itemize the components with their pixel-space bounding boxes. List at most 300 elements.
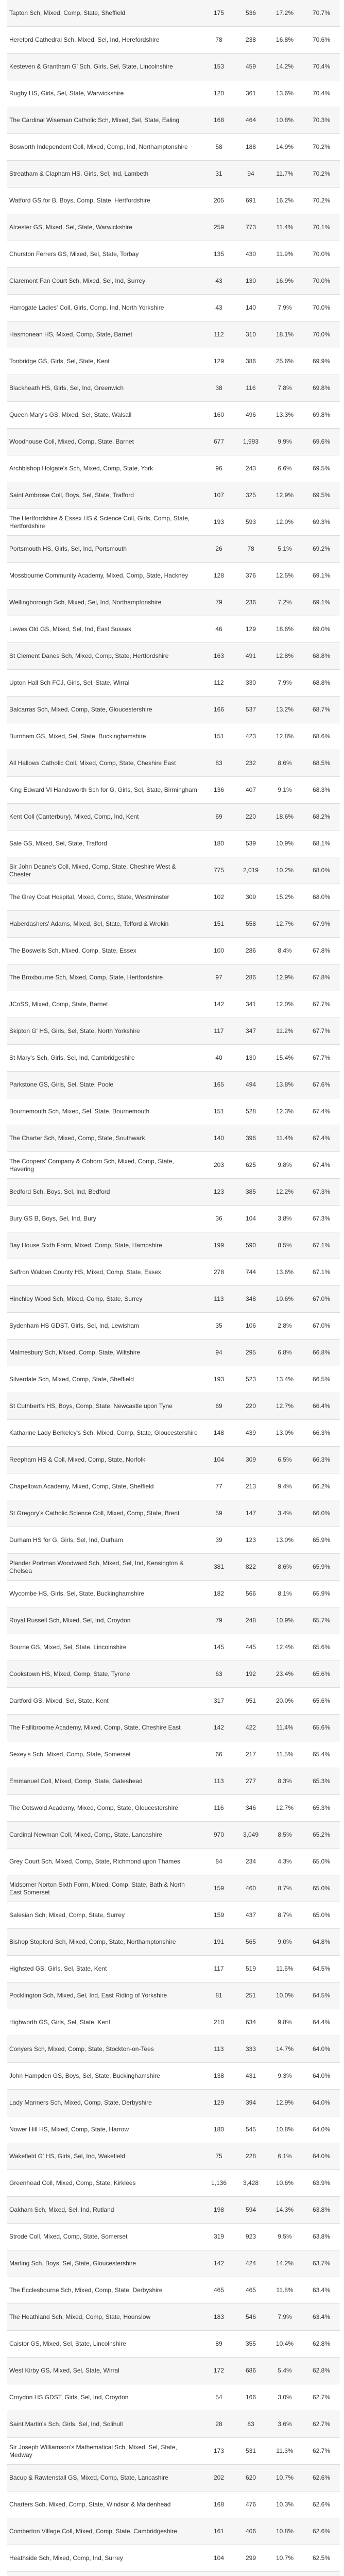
percentage-a: 10.4% (276, 2340, 294, 2347)
entries-count: 135 (213, 250, 225, 258)
percentage-b: 62.7% (312, 2447, 331, 2454)
entries-count: 199 (213, 1242, 225, 1249)
school-name: Queen Mary's GS, Mixed, Sel, State, Walsall (9, 411, 132, 418)
cohort-count: 423 (245, 733, 256, 740)
percentage-b: 64.0% (312, 2153, 331, 2160)
table-row (7, 2277, 340, 2304)
table-row (7, 161, 340, 188)
cohort-count: 686 (245, 2367, 256, 2374)
school-name: Silverdale Sch, Mixed, Comp, State, Sheffield (9, 1376, 134, 1383)
percentage-b: 69.0% (312, 625, 331, 633)
percentage-a: 8.5% (278, 1831, 292, 1838)
entries-count: 151 (213, 733, 225, 740)
percentage-b: 69.9% (312, 358, 331, 365)
cohort-count: 590 (245, 1242, 256, 1249)
cohort-count: 528 (245, 1108, 256, 1115)
school-name: The Broxbourne Sch, Mixed, Comp, State, Hertfordshire (9, 974, 163, 981)
table-row (7, 2224, 340, 2250)
entries-count: 78 (215, 36, 222, 43)
table-row (7, 964, 340, 991)
cohort-count: 394 (245, 2099, 256, 2106)
percentage-b: 70.3% (312, 116, 331, 124)
percentage-b: 65.7% (312, 1617, 331, 1624)
cohort-count: 104 (245, 1215, 256, 1222)
table-row (7, 2170, 340, 2197)
percentage-b: 69.1% (312, 599, 331, 606)
cohort-count: 546 (245, 2313, 256, 2320)
school-name: Burnham GS, Mixed, Sel, State, Buckinghamshire (9, 733, 146, 740)
percentage-b: 68.8% (312, 652, 331, 659)
percentage-a: 11.9% (276, 250, 294, 258)
table-row (7, 241, 340, 268)
percentage-a: 12.8% (276, 652, 294, 659)
cohort-count: 355 (245, 2340, 256, 2347)
entries-count: 66 (215, 1751, 222, 1758)
cohort-count: 330 (245, 679, 256, 686)
table-row (7, 536, 340, 563)
entries-count: 180 (213, 2126, 225, 2133)
entries-count: 202 (213, 2474, 225, 2481)
school-name: Caistor GS, Mixed, Sel, State, Lincolnshire (9, 2340, 126, 2347)
entries-count: 104 (213, 2554, 225, 2562)
percentage-b: 67.9% (312, 920, 331, 927)
school-name: Bourne GS, Mixed, Sel, State, Lincolnshire (9, 1643, 127, 1651)
entries-count: 129 (213, 2099, 225, 2106)
entries-count: 28 (215, 2420, 222, 2428)
percentage-b: 67.1% (312, 1242, 331, 1249)
percentage-b: 65.0% (312, 1858, 331, 1865)
percentage-a: 11.5% (276, 1751, 294, 1758)
percentage-b: 63.9% (312, 2179, 331, 2187)
entries-count: 128 (213, 572, 225, 579)
school-name: Kent Coll (Canterbury), Mixed, Comp, Ind, Kent (9, 813, 139, 820)
school-name: Hasmonean HS, Mixed, Comp, State, Barnet (9, 331, 132, 338)
cohort-count: 822 (245, 1563, 256, 1570)
table-row (7, 991, 340, 1018)
school-name: Plander Portman Woodward Sch, Mixed, Sel, Ind, Kensington & Chelsea (9, 1559, 184, 1574)
percentage-b: 67.3% (312, 1188, 331, 1195)
percentage-a: 7.8% (278, 384, 292, 392)
percentage-a: 18.1% (276, 331, 294, 338)
percentage-a: 11.3% (276, 2447, 294, 2454)
cohort-count: 361 (245, 90, 256, 97)
entries-count: 205 (213, 197, 225, 204)
cohort-count: 620 (245, 2474, 256, 2481)
table-row (7, 1902, 340, 1929)
percentage-a: 7.9% (278, 679, 292, 686)
entries-count: 96 (215, 465, 222, 472)
table-row (7, 134, 340, 161)
entries-count: 278 (213, 1268, 225, 1276)
cohort-count: 348 (245, 1295, 256, 1302)
school-name: St Mary's Sch, Girls, Sel, Ind, Cambridgeshire (9, 1054, 135, 1061)
school-name: Blackheath HS, Girls, Sel, Ind, Greenwich (9, 384, 124, 392)
percentage-a: 12.7% (276, 1402, 294, 1410)
cohort-count: 951 (245, 1697, 256, 1704)
entries-count: 39 (215, 1536, 222, 1544)
school-name: Tonbridge GS, Girls, Sel, State, Kent (9, 358, 110, 365)
table-row (7, 1259, 340, 1286)
cohort-count: 333 (245, 2045, 256, 2053)
percentage-b: 63.7% (312, 2260, 331, 2267)
percentage-b: 66.2% (312, 1483, 331, 1490)
entries-count: 79 (215, 599, 222, 606)
percentage-b: 69.5% (312, 465, 331, 472)
table-row (7, 2465, 340, 2492)
entries-count: 113 (214, 1295, 224, 1302)
school-name: Greenhead Coll, Mixed, Comp, State, Kirklees (9, 2179, 136, 2187)
percentage-b: 67.0% (312, 1295, 331, 1302)
percentage-b: 62.7% (312, 2420, 331, 2428)
percentage-b: 67.7% (312, 1027, 331, 1035)
cohort-count: 248 (245, 1617, 256, 1624)
school-name: Churston Ferrers GS, Mixed, Sel, State, Torbay (9, 250, 139, 258)
school-name: The Boswells Sch, Mixed, Comp, State, Essex (9, 947, 136, 954)
percentage-a: 25.6% (276, 358, 294, 365)
percentage-b: 67.6% (312, 1081, 331, 1088)
entries-count: 182 (213, 1590, 225, 1597)
table-row (7, 911, 340, 938)
table-row (7, 1286, 340, 1313)
school-name: Saffron Walden County HS, Mixed, Comp, State, Essex (9, 1268, 161, 1276)
cohort-count: 923 (245, 2233, 256, 2240)
school-name: Royal Russell Sch, Mixed, Sel, Ind, Croydon (9, 1617, 131, 1624)
percentage-a: 14.2% (276, 63, 294, 70)
percentage-b: 69.5% (312, 492, 331, 499)
cohort-count: 464 (245, 116, 256, 124)
percentage-b: 70.7% (312, 9, 331, 16)
table-row (7, 697, 340, 723)
table-row (7, 616, 340, 643)
percentage-a: 9.8% (278, 1161, 292, 1168)
percentage-b: 67.0% (312, 1322, 331, 1329)
school-name: Bosworth Independent Coll, Mixed, Comp, Ind, Northamptonshire (9, 143, 188, 150)
table-row (7, 2545, 340, 2572)
table-row (7, 1313, 340, 1340)
percentage-a: 9.0% (278, 1938, 292, 1945)
percentage-a: 2.8% (278, 1322, 292, 1329)
percentage-a: 12.4% (276, 1643, 294, 1651)
school-name: Bournemouth Sch, Mixed, Sel, State, Bournemouth (9, 1108, 150, 1115)
percentage-b: 63.4% (312, 2286, 331, 2294)
cohort-count: 773 (245, 224, 256, 231)
percentage-a: 13.0% (276, 1429, 294, 1436)
table-row (7, 2116, 340, 2143)
percentage-a: 16.9% (276, 277, 294, 284)
percentage-a: 6.8% (278, 1349, 292, 1356)
cohort-count: 123 (245, 1536, 256, 1544)
cohort-count: 437 (245, 1911, 256, 1919)
entries-count: 172 (213, 2367, 225, 2374)
entries-count: 140 (213, 1134, 225, 1142)
entries-count: 36 (215, 1215, 222, 1222)
table-row (7, 54, 340, 80)
cohort-count: 232 (245, 759, 256, 767)
entries-count: 54 (215, 2394, 222, 2401)
school-name: Reepham HS & Coll, Mixed, Comp, State, Norfolk (9, 1456, 146, 1463)
cohort-count: 422 (245, 1724, 256, 1731)
cohort-count: 424 (245, 2260, 256, 2267)
percentage-a: 8.6% (278, 759, 292, 767)
school-name: Saint Martin's Sch, Girls, Sel, Ind, Solihull (9, 2420, 123, 2428)
entries-count: 113 (214, 1777, 224, 1785)
table-row (7, 804, 340, 831)
cohort-count: 691 (245, 197, 256, 204)
entries-count: 79 (215, 1617, 222, 1624)
school-name: Woodhouse Coll, Mixed, Comp, State, Barnet (9, 438, 134, 445)
school-name: Highsted GS, Girls, Sel, State, Kent (9, 1965, 107, 1972)
cohort-count: 407 (245, 786, 256, 793)
percentage-b: 68.0% (312, 867, 331, 874)
percentage-a: 14.3% (276, 2206, 294, 2213)
entries-count: 31 (215, 170, 222, 177)
school-name: Sale GS, Mixed, Sel, State, Trafford (9, 840, 107, 847)
entries-count: 142 (213, 1001, 225, 1008)
percentage-a: 10.9% (276, 1617, 294, 1624)
entries-count: 138 (213, 2072, 225, 2079)
cohort-count: 396 (245, 1134, 256, 1142)
cohort-count: 476 (245, 2501, 256, 2508)
percentage-b: 67.4% (312, 1161, 331, 1168)
school-name: Cookstown HS, Mixed, Comp, State, Tyrone (9, 1670, 130, 1677)
school-name: Hereford Cathedral Sch, Mixed, Sel, Ind, Herefordshire (9, 36, 160, 43)
percentage-b: 62.6% (312, 2528, 331, 2535)
school-name: St Cuthbert's HS, Boys, Comp, State, Newcastle upon Tyne (9, 1402, 173, 1410)
table-row (7, 1098, 340, 1125)
percentage-b: 66.3% (312, 1456, 331, 1463)
percentage-a: 13.6% (276, 1268, 294, 1276)
school-name: Cardinal Newman Coll, Mixed, Comp, State, Lancashire (9, 1831, 162, 1838)
school-name: Mossbourne Community Academy, Mixed, Comp, State, Hackney (9, 572, 188, 579)
entries-count: 43 (215, 304, 222, 311)
percentage-b: 64.4% (312, 2019, 331, 2026)
school-name: Grey Court Sch, Mixed, Comp, State, Richmond upon Thames (9, 1858, 180, 1865)
percentage-b: 64.0% (312, 2045, 331, 2053)
entries-count: 381 (213, 1563, 225, 1570)
entries-count: 165 (213, 1081, 225, 1088)
entries-count: 168 (213, 116, 225, 124)
entries-count: 775 (213, 867, 225, 874)
cohort-count: 341 (245, 1001, 256, 1008)
percentage-b: 70.2% (312, 143, 331, 150)
table-row (7, 2358, 340, 2384)
table-row (7, 1420, 340, 1447)
entries-count: 58 (215, 143, 222, 150)
percentage-b: 62.6% (312, 2474, 331, 2481)
cohort-count: 147 (245, 1510, 256, 1517)
percentage-a: 16.8% (276, 36, 294, 43)
school-name: Bishop Stopford Sch, Mixed, Comp, State, Northamptonshire (9, 1938, 176, 1945)
table-row (7, 2063, 340, 2090)
table-row (7, 1929, 340, 1956)
cohort-count: 78 (247, 545, 254, 552)
table-row (7, 1795, 340, 1822)
percentage-a: 12.3% (276, 1108, 294, 1115)
school-name: The Ecclesbourne Sch, Mixed, Comp, State, Derbyshire (9, 2286, 163, 2294)
cohort-count: 537 (245, 706, 256, 713)
entries-count: 319 (213, 2233, 225, 2240)
percentage-a: 10.7% (276, 2554, 294, 2562)
percentage-a: 23.4% (276, 1670, 294, 1677)
entries-count: 465 (213, 2286, 225, 2294)
cohort-count: 251 (245, 1992, 256, 1999)
table-row (7, 2492, 340, 2518)
percentage-b: 68.0% (312, 893, 331, 901)
percentage-b: 67.4% (312, 1134, 331, 1142)
school-name: King Edward VI Handsworth Sch for G, Girls, Sel, State, Birmingham (9, 786, 197, 793)
percentage-a: 18.6% (276, 813, 294, 820)
school-name: St Gregory's Catholic Science Coll, Mixed, Comp, State, Brent (9, 1510, 180, 1517)
table-row (7, 402, 340, 429)
school-name: Alcester GS, Mixed, Sel, State, Warwickshire (9, 224, 132, 231)
percentage-b: 64.0% (312, 2126, 331, 2133)
entries-count: 123 (213, 1188, 225, 1195)
percentage-a: 7.9% (278, 2313, 292, 2320)
entries-count: 46 (215, 625, 222, 633)
percentage-b: 69.6% (312, 438, 331, 445)
entries-count: 38 (215, 384, 222, 392)
percentage-a: 3.4% (278, 1510, 292, 1517)
school-name: Rugby HS, Girls, Sel, State, Warwickshire (9, 90, 124, 97)
percentage-a: 9.9% (278, 438, 292, 445)
school-name: Streatham & Clapham HS, Girls, Sel, Ind, Lambeth (9, 170, 149, 177)
cohort-count: 558 (245, 920, 256, 927)
entries-count: 100 (213, 947, 225, 954)
percentage-b: 66.3% (312, 1429, 331, 1436)
table-row (7, 2411, 340, 2438)
percentage-b: 65.6% (312, 1697, 331, 1704)
school-name: The Hertfordshire & Essex HS & Science Coll, Girls, Comp, State, Hertfordshire (9, 514, 190, 530)
entries-count: 26 (215, 545, 222, 552)
percentage-b: 69.2% (312, 545, 331, 552)
percentage-b: 70.0% (312, 304, 331, 311)
cohort-count: 439 (245, 1429, 256, 1436)
percentage-b: 65.3% (312, 1777, 331, 1785)
entries-count: 59 (215, 1510, 222, 1517)
percentage-a: 13.6% (276, 90, 294, 97)
percentage-b: 65.9% (312, 1536, 331, 1544)
cohort-count: 217 (245, 1751, 256, 1758)
table-row (7, 1393, 340, 1420)
percentage-a: 12.9% (276, 2099, 294, 2106)
table-row (7, 1956, 340, 1982)
entries-count: 203 (213, 1161, 225, 1168)
cohort-count: 325 (245, 492, 256, 499)
percentage-b: 70.4% (312, 63, 331, 70)
cohort-count: 277 (245, 1777, 256, 1785)
results-table (7, 0, 340, 2576)
entries-count: 145 (213, 1643, 225, 1651)
percentage-a: 8.6% (278, 1563, 292, 1570)
table-row (7, 1741, 340, 1768)
school-name: The Grey Coat Hospital, Mixed, Comp, State, Westminster (9, 893, 169, 901)
table-row (7, 1982, 340, 2009)
percentage-a: 13.4% (276, 1376, 294, 1383)
school-name: Sydenham HS GDST, Girls, Sel, Ind, Lewisham (9, 1322, 140, 1329)
cohort-count: 625 (245, 1161, 256, 1168)
cohort-count: 465 (245, 2286, 256, 2294)
table-row (7, 2384, 340, 2411)
percentage-a: 3.0% (278, 2394, 292, 2401)
percentage-a: 16.2% (276, 197, 294, 204)
table-row (7, 1125, 340, 1152)
cohort-count: 116 (246, 384, 256, 392)
entries-count: 81 (215, 1992, 222, 1999)
entries-count: 102 (213, 893, 225, 901)
percentage-a: 11.4% (276, 224, 294, 231)
table-row (7, 563, 340, 589)
table-row (7, 27, 340, 54)
percentage-b: 68.6% (312, 733, 331, 740)
entries-count: 116 (214, 1804, 224, 1811)
table-row (7, 2304, 340, 2331)
percentage-a: 9.1% (278, 786, 292, 793)
percentage-a: 11.2% (276, 1027, 294, 1035)
school-name: Hinchley Wood Sch, Mixed, Comp, State, Surrey (9, 1295, 143, 1302)
percentage-a: 12.8% (276, 733, 294, 740)
cohort-count: 309 (245, 1456, 256, 1463)
percentage-a: 17.2% (276, 9, 294, 16)
entries-count: 163 (213, 652, 225, 659)
percentage-b: 66.4% (312, 1402, 331, 1410)
school-name: Marling Sch, Boys, Sel, State, Gloucestershire (9, 2260, 136, 2267)
table-row (7, 589, 340, 616)
school-name: Sir John Deane's Coll, Mixed, Comp, State, Cheshire West & Chester (9, 862, 176, 878)
table-row (7, 723, 340, 750)
entries-count: 159 (213, 1911, 225, 1919)
entries-count: 1,136 (211, 2179, 227, 2187)
percentage-b: 68.1% (312, 840, 331, 847)
entries-count: 117 (214, 1965, 224, 1972)
table-row (7, 1607, 340, 1634)
percentage-a: 11.4% (276, 1724, 294, 1731)
entries-count: 112 (214, 331, 224, 338)
cohort-count: 459 (245, 63, 256, 70)
percentage-b: 70.6% (312, 36, 331, 43)
table-row (7, 348, 340, 375)
cohort-count: 3,049 (243, 1831, 259, 1838)
school-name: Wellingborough Sch, Mixed, Sel, Ind, Northamptonshire (9, 599, 162, 606)
percentage-a: 15.4% (276, 1054, 294, 1061)
cohort-count: 494 (245, 1081, 256, 1088)
cohort-count: 130 (245, 1054, 256, 1061)
school-name: The Fallibroome Academy, Mixed, Comp, State, Cheshire East (9, 1724, 181, 1731)
table-row (7, 643, 340, 670)
table-row (7, 429, 340, 455)
percentage-a: 4.3% (278, 1858, 292, 1865)
table-row (7, 509, 340, 536)
school-name: The Heathland Sch, Mixed, Comp, State, Hounslow (9, 2313, 151, 2320)
percentage-a: 9.8% (278, 2019, 292, 2026)
percentage-a: 3.8% (278, 1215, 292, 1222)
percentage-b: 70.2% (312, 170, 331, 177)
entries-count: 35 (215, 1322, 222, 1329)
table-row (7, 2197, 340, 2224)
cohort-count: 430 (245, 250, 256, 258)
table-row (7, 482, 340, 509)
percentage-b: 70.0% (312, 331, 331, 338)
school-name: Chapeltown Academy, Mixed, Comp, State, Sheffield (9, 1483, 154, 1490)
table-row (7, 1661, 340, 1688)
cohort-count: 286 (245, 947, 256, 954)
table-row (7, 455, 340, 482)
percentage-a: 12.5% (276, 572, 294, 579)
percentage-b: 65.6% (312, 1724, 331, 1731)
school-name: Wakefield G' HS, Girls, Sel, Ind, Wakefield (9, 2153, 125, 2160)
table-row (7, 321, 340, 348)
percentage-b: 67.7% (312, 1054, 331, 1061)
table-row (7, 2438, 340, 2465)
